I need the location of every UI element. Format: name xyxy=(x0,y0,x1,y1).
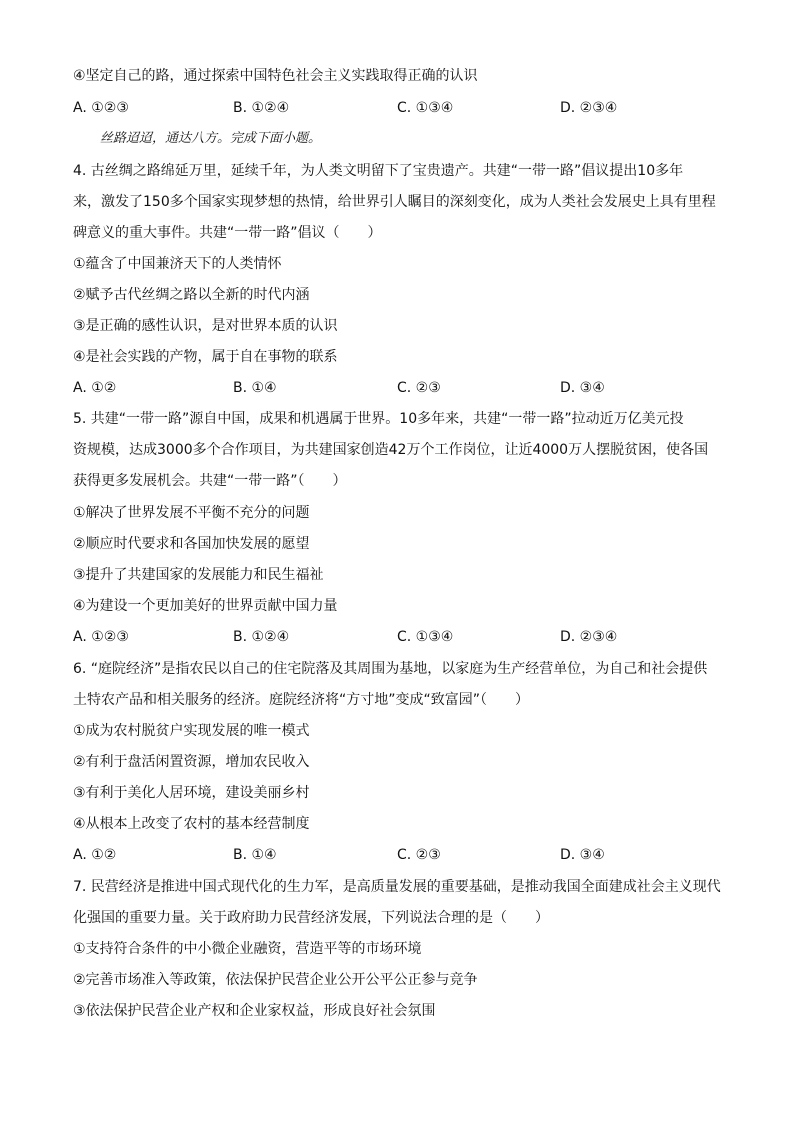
option-c: C. ①③④ xyxy=(397,629,454,645)
statement: ②赋予古代丝绸之路以全新的时代内涵 xyxy=(73,287,310,303)
statement: ②有利于盘活闲置资源，增加农民收入 xyxy=(73,754,310,770)
options-row-q6 xyxy=(73,845,713,865)
option-a: A. ①② xyxy=(73,847,117,863)
options-row-q5 xyxy=(73,627,713,647)
option-b: B. ①②④ xyxy=(233,629,290,645)
question-4-stem: 4. 古丝绸之路绵延万里，延续千年，为人类文明留下了宝贵遗产。共建“一带一路”倡议提出10多年 xyxy=(73,163,684,179)
option-c: C. ②③ xyxy=(397,380,441,396)
statement: ④是社会实践的产物，属于自在事物的联系 xyxy=(73,349,338,365)
text-line: 碑意义的重大事件。共建“一带一路”倡议（ ） xyxy=(73,225,382,241)
text-line: ④坚定自己的路，通过探索中国特色社会主义实践取得正确的认识 xyxy=(73,68,478,84)
option-b: B. ①④ xyxy=(233,847,277,863)
statement: ③提升了共建国家的发展能力和民生福祉 xyxy=(73,567,324,583)
options-row-q4 xyxy=(73,378,713,398)
option-d: D. ③④ xyxy=(560,847,605,863)
option-c: C. ①③④ xyxy=(397,100,454,116)
statement: ③有利于美化人居环境，建设美丽乡村 xyxy=(73,785,310,801)
option-b: B. ①④ xyxy=(233,380,277,396)
statement: ④从根本上改变了农村的基本经营制度 xyxy=(73,816,310,832)
statement: ②完善市场准入等政策，依法保护民营企业公开公平公正参与竞争 xyxy=(73,972,478,988)
options-row-q3 xyxy=(73,98,713,118)
statement: ②顺应时代要求和各国加快发展的愿望 xyxy=(73,536,310,552)
statement: ③依法保护民营企业产权和企业家权益，形成良好社会氛围 xyxy=(73,1003,436,1019)
option-d: D. ③④ xyxy=(560,380,605,396)
question-6-stem: 6. “庭院经济”是指农民以自己的住宅院落及其周围为基地，以家庭为生产经营单位，为自己和社会提供 xyxy=(73,661,708,677)
statement: ①蕴含了中国兼济天下的人类情怀 xyxy=(73,256,282,272)
statement: ①解决了世界发展不平衡不充分的问题 xyxy=(73,505,310,521)
question-7-stem: 7. 民营经济是推进中国式现代化的生力军，是高质量发展的重要基础，是推动我国全面建成社会主义现代 xyxy=(73,879,721,895)
option-d: D. ②③④ xyxy=(560,100,618,116)
option-d: D. ②③④ xyxy=(560,629,618,645)
statement: ③是正确的感性认识，是对世界本质的认识 xyxy=(73,318,338,334)
text-line: 化强国的重要力量。关于政府助力民营经济发展，下列说法合理的是（ ） xyxy=(73,910,549,926)
option-a: A. ①② xyxy=(73,380,117,396)
text-line: 资规模，达成3000多个合作项目，为共建国家创造42万个工作岗位，让近4000万人摆脱贫困，使各国 xyxy=(73,442,709,458)
statement: ④为建设一个更加美好的世界贡献中国力量 xyxy=(73,598,338,614)
option-c: C. ②③ xyxy=(397,847,441,863)
question-5-stem: 5. 共建“一带一路”源自中国，成果和机遇属于世界。10多年来，共建“一带一路”拉动近万亿美元投 xyxy=(73,411,684,427)
text-line: 来，激发了150多个国家实现梦想的热情，给世界引人瞩目的深刻变化，成为人类社会发展史上具有里程 xyxy=(73,194,716,210)
statement: ①成为农村脱贫户实现发展的唯一模式 xyxy=(73,723,310,739)
text-line: 土特农产品和相关服务的经济。庭院经济将“方寸地”变成“致富园”（ ） xyxy=(73,692,530,708)
option-b: B. ①②④ xyxy=(233,100,290,116)
option-a: A. ①②③ xyxy=(73,629,129,645)
statement: ①支持符合条件的中小微企业融资，营造平等的市场环境 xyxy=(73,941,422,957)
option-a: A. ①②③ xyxy=(73,100,129,116)
section-note: 丝路迢迢，通达八方。完成下面小题。 xyxy=(100,131,322,146)
text-line: 获得更多发展机会。共建“一带一路”（ ） xyxy=(73,473,347,489)
